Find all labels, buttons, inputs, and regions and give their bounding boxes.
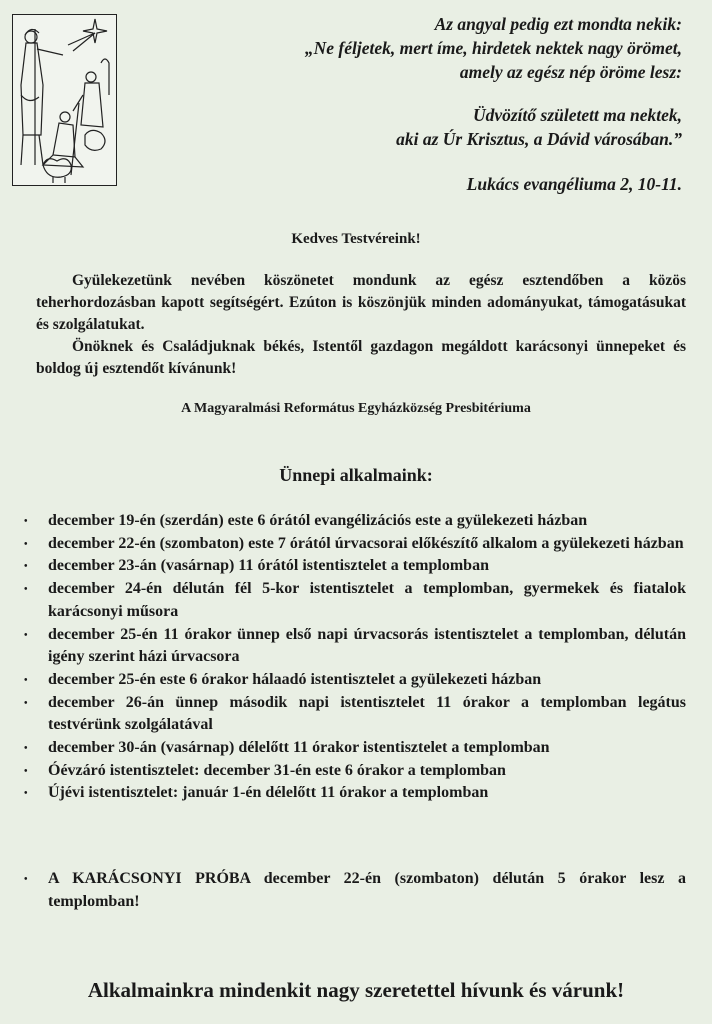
event-item: • Újévi istentisztelet: január 1-én délelőtt 11 órakor a templomban xyxy=(22,782,686,805)
event-item: • december 23-án (vasárnap) 11 órától istentisztelet a templomban xyxy=(22,555,686,578)
event-item: • december 24-én délután fél 5-kor istentisztelet a templomban, gyermekek és fiatalok karácsonyi műsora xyxy=(22,578,686,623)
event-item: • december 30-án (vasárnap) délelőtt 11 órakor istentisztelet a templomban xyxy=(22,737,686,760)
event-item: • december 19-én (szerdán) este 6 órától evangélizációs este a gyülekezeti házban xyxy=(22,510,686,533)
letter-paragraph: Önöknek és Családjuknak békés, Istentől gazdagon megáldott karácsonyi ünnepeket és boldog új esztendőt kívánunk! xyxy=(36,338,686,377)
event-item: • december 26-án ünnep második napi istentisztelet 11 órakor a templomban legátus testvérünk szolgálatával xyxy=(22,692,686,737)
letter-paragraph: Gyülekezetünk nevében köszönetet mondunk az egész esztendőben a közös teherhordozásban kapott segítségért. Ezúton is köszönjük minden adományukat, támogatásukat és szolgálatukat. xyxy=(36,272,686,333)
nativity-shepherds-star-illustration-icon xyxy=(13,15,116,185)
quote-line: „Ne féljetek, mert íme, hirdetek nektek nagy örömet, xyxy=(304,38,682,58)
event-item: • Óévzáró istentisztelet: december 31-én este 6 órakor a templomban xyxy=(22,760,686,783)
events-title: Ünnepi alkalmaink: xyxy=(279,465,433,485)
event-item: • december 25-én este 6 órakor hálaadó istentisztelet a gyülekezeti házban xyxy=(22,669,686,692)
signature: A Magyaralmási Református Egyházközség Presbitériuma xyxy=(181,401,531,416)
quote-line: aki az Úr Krisztus, a Dávid városában.” xyxy=(396,129,682,149)
rehearsal-notice xyxy=(22,868,686,913)
quote-line: Az angyal pedig ezt mondta nekik: xyxy=(434,14,682,34)
thank-you-letter xyxy=(36,270,686,380)
events-list xyxy=(22,510,686,805)
scripture-reference: Lukács evangéliuma 2, 10-11. xyxy=(466,174,682,194)
nativity-illustration xyxy=(12,14,117,186)
quote-line: amely az egész nép öröme lesz: xyxy=(459,62,682,82)
closing-invitation: Alkalmainkra mindenkit nagy szeretettel hívunk és várunk! xyxy=(87,978,625,1002)
quote-line: Üdvözítő született ma nektek, xyxy=(472,105,682,125)
scripture-quote xyxy=(162,12,682,196)
event-item: • december 25-én 11 órakor ünnep első napi úrvacsorás istentisztelet a templomban, délután igény szerint házi úrvacsora xyxy=(22,624,686,669)
rehearsal-item: • A KARÁCSONYI PRÓBA december 22-én (szombaton) délután 5 órakor lesz a templomban! xyxy=(22,868,686,913)
greeting: Kedves Testvéreink! xyxy=(291,231,421,247)
event-item: • december 22-én (szombaton) este 7 órától úrvacsorai előkészítő alkalom a gyülekezeti házban xyxy=(22,533,686,556)
